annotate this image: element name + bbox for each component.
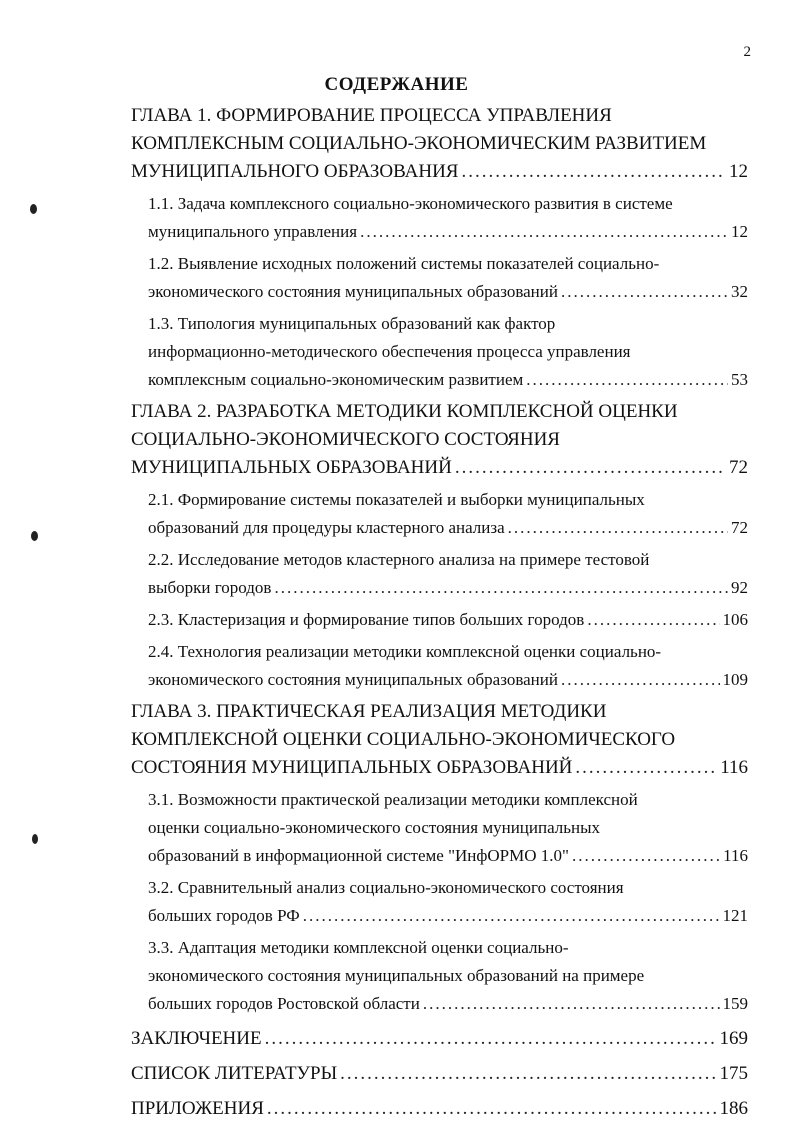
- toc-line: 2.4. Технология реализации методики комплексной оценки социально-: [148, 642, 662, 661]
- toc-line: 1.3. Типология муниципальных образований как фактор: [148, 314, 556, 333]
- toc-line: образований в информационной системе "ИнфОРМО 1.0": [148, 846, 569, 865]
- scan-speck: [31, 531, 38, 541]
- toc-chapter-3[interactable]: [131, 698, 748, 782]
- toc-page-number: 116: [723, 846, 748, 865]
- toc-line: ЗАКЛЮЧЕНИЕ: [131, 1028, 262, 1049]
- toc-page-number: 32: [731, 282, 748, 301]
- dot-leader: [572, 842, 720, 870]
- toc-line: КОМПЛЕКСНОЙ ОЦЕНКИ СОЦИАЛЬНО-ЭКОНОМИЧЕСКОГО: [131, 729, 676, 750]
- toc-line: ГЛАВА 2. РАЗРАБОТКА МЕТОДИКИ КОМПЛЕКСНОЙ ОЦЕНКИ: [131, 401, 678, 422]
- toc-line: комплексным социально-экономическим развитием: [148, 370, 524, 389]
- toc-page-number: 159: [722, 994, 748, 1013]
- dot-leader: [587, 606, 719, 634]
- toc-line: 3.2. Сравнительный анализ социально-экономического состояния: [148, 878, 624, 897]
- toc-line: 2.1. Формирование системы показателей и выборки муниципальных: [148, 490, 645, 509]
- dot-leader: [561, 666, 720, 694]
- toc-section-2-4[interactable]: [148, 638, 748, 694]
- toc-conclusion[interactable]: [131, 1025, 748, 1053]
- toc-page-number: 121: [722, 906, 748, 925]
- toc-line: информационно-методического обеспечения процесса управления: [148, 342, 631, 361]
- dot-leader: [526, 366, 728, 394]
- toc-page-number: 169: [719, 1028, 748, 1049]
- dot-leader: [423, 990, 720, 1018]
- toc-appendices[interactable]: [131, 1095, 748, 1123]
- toc-line: СОЦИАЛЬНО-ЭКОНОМИЧЕСКОГО СОСТОЯНИЯ: [131, 429, 560, 450]
- toc-line: 1.1. Задача комплексного социально-экономического развития в системе: [148, 194, 673, 213]
- toc-line: экономического состояния муниципальных образований: [148, 670, 558, 689]
- toc-page-number: 116: [720, 757, 748, 778]
- toc-line: муниципального управления: [148, 222, 358, 241]
- toc-page-number: 53: [731, 370, 748, 389]
- toc-line: 3.1. Возможности практической реализации методики комплексной: [148, 790, 638, 809]
- scan-speck: [30, 204, 37, 214]
- toc-line: 2.2. Исследование методов кластерного анализа на примере тестовой: [148, 550, 650, 569]
- toc-line: ГЛАВА 3. ПРАКТИЧЕСКАЯ РЕАЛИЗАЦИЯ МЕТОДИКИ: [131, 701, 607, 722]
- dot-leader: [340, 1060, 716, 1088]
- toc-line: больших городов РФ: [148, 906, 300, 925]
- toc-section-2-2[interactable]: [148, 546, 748, 602]
- toc-chapter-1[interactable]: [131, 102, 748, 186]
- toc-line: МУНИЦИПАЛЬНЫХ ОБРАЗОВАНИЙ: [131, 457, 452, 478]
- toc-page-number: 106: [722, 610, 748, 629]
- dot-leader: [561, 278, 728, 306]
- dot-leader: [455, 454, 726, 482]
- toc-section-2-1[interactable]: [148, 486, 748, 542]
- toc-line: 1.2. Выявление исходных положений системы показателей социально-: [148, 254, 660, 273]
- dot-leader: [274, 574, 728, 602]
- toc-section-1-3[interactable]: [148, 310, 748, 394]
- toc-section-3-2[interactable]: [148, 874, 748, 930]
- toc-line: ПРИЛОЖЕНИЯ: [131, 1098, 264, 1119]
- toc-line: МУНИЦИПАЛЬНОГО ОБРАЗОВАНИЯ: [131, 161, 459, 182]
- toc-page-number: 175: [719, 1063, 748, 1084]
- dot-leader: [360, 218, 728, 246]
- dot-leader: [508, 514, 728, 542]
- toc-section-1-1[interactable]: [148, 190, 748, 246]
- scan-speck: [32, 834, 38, 844]
- toc-page-number: 12: [729, 161, 748, 182]
- toc-page-number: 72: [731, 518, 748, 537]
- dot-leader: [461, 158, 726, 186]
- toc-references[interactable]: [131, 1060, 748, 1088]
- toc-chapter-2[interactable]: [131, 398, 748, 482]
- toc-line: 3.3. Адаптация методики комплексной оценки социально-: [148, 938, 569, 957]
- toc-line: СПИСОК ЛИТЕРАТУРЫ: [131, 1063, 338, 1084]
- toc-line: СОСТОЯНИЯ МУНИЦИПАЛЬНЫХ ОБРАЗОВАНИЙ: [131, 757, 573, 778]
- toc-line: КОМПЛЕКСНЫМ СОЦИАЛЬНО-ЭКОНОМИЧЕСКИМ РАЗВИТИЕМ: [131, 133, 707, 154]
- toc-line: оценки социально-экономического состояния муниципальных: [148, 818, 601, 837]
- toc-page-number: 92: [731, 578, 748, 597]
- toc-line: выборки городов: [148, 578, 272, 597]
- page-number: 2: [743, 44, 751, 60]
- toc-section-3-1[interactable]: [148, 786, 748, 870]
- table-of-contents: [131, 98, 748, 1123]
- page-title: СОДЕРЖАНИЕ: [324, 74, 469, 95]
- dot-leader: [575, 754, 717, 782]
- toc-section-3-3[interactable]: [148, 934, 748, 1018]
- toc-line: образований для процедуры кластерного анализа: [148, 518, 505, 537]
- toc-page-number: 12: [731, 222, 748, 241]
- toc-line: больших городов Ростовской области: [148, 994, 420, 1013]
- toc-page-number: 186: [719, 1098, 748, 1119]
- toc-line: ГЛАВА 1. ФОРМИРОВАНИЕ ПРОЦЕССА УПРАВЛЕНИЯ: [131, 105, 612, 126]
- toc-line: экономического состояния муниципальных образований на примере: [148, 966, 645, 985]
- dot-leader: [265, 1025, 717, 1053]
- toc-section-1-2[interactable]: [148, 250, 748, 306]
- toc-line: 2.3. Кластеризация и формирование типов больших городов: [148, 610, 585, 629]
- toc-line: экономического состояния муниципальных образований: [148, 282, 558, 301]
- dot-leader: [303, 902, 720, 930]
- toc-page-number: 72: [729, 457, 748, 478]
- toc-section-2-3[interactable]: [148, 606, 748, 634]
- toc-page-number: 109: [722, 670, 748, 689]
- dot-leader: [267, 1095, 717, 1123]
